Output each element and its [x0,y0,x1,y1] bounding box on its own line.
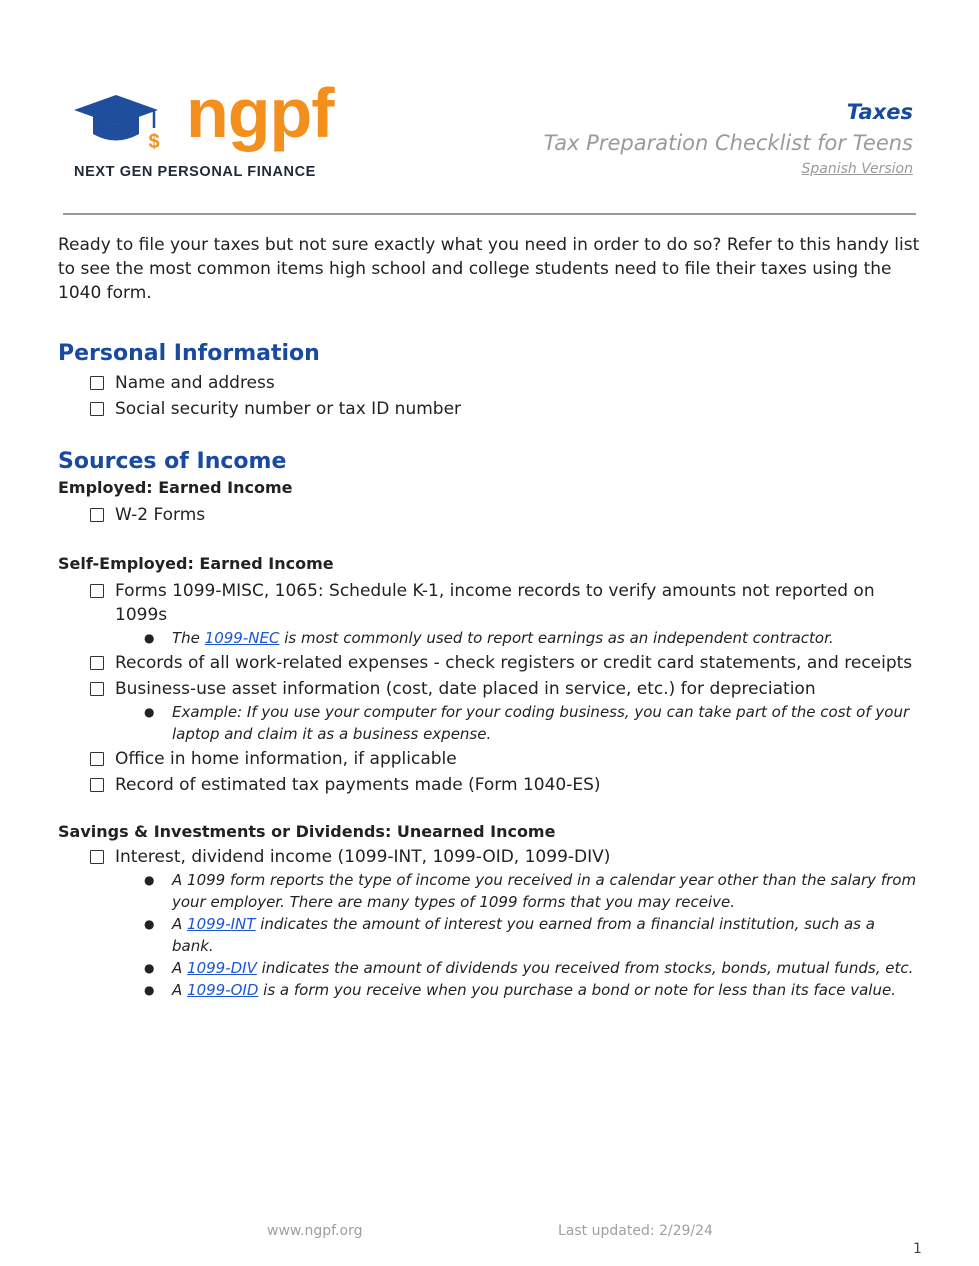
bullet-icon: ● [144,983,155,997]
link-1099-nec[interactable]: 1099-NEC [204,629,280,647]
ngpf-logo [74,74,346,186]
link-1099-int[interactable]: 1099-INT [187,915,256,933]
link-1099-oid[interactable]: 1099-OID [187,981,259,999]
note-item: ● A 1099-INT indicates the amount of interest you earned from a financial institution, such as a bank. [144,915,875,955]
spanish-version-link[interactable]: Spanish Version [801,161,913,177]
note-item: ● The 1099-NEC is most commonly used to report earnings as an independent contractor. [144,629,834,647]
logo-wordmark: ngpf [186,74,334,152]
bullet-icon: ● [144,631,155,645]
subheading-employed: Employed: Earned Income [58,478,293,497]
footer-website: www.ngpf.org [267,1223,363,1239]
checkbox[interactable] [90,402,104,416]
graduation-cap-icon [74,92,184,158]
checklist-item: Name and address [58,371,920,395]
checklist-item: Record of estimated tax payments made (Form 1040-ES) [58,773,920,797]
page-title: Taxes [846,100,913,124]
bullet-icon: ● [144,705,155,719]
svg-text:$: $ [148,131,160,153]
checklist-item: Office in home information, if applicable [58,747,920,771]
note-item: ● A 1099 form reports the type of income you received in a calendar year other than the salary from your employer. There are many types of 1099 forms that you may receive. [144,871,917,911]
footer-last-updated: Last updated: 2/29/24 [558,1223,713,1239]
checklist-item: Business-use asset information (cost, date placed in service, etc.) for depreciation [58,677,920,701]
document-body [58,233,920,1001]
bullet-icon: ● [144,961,155,975]
checklist-item: Records of all work-related expenses - check registers or credit card statements, and receipts [58,651,920,675]
checkbox[interactable] [90,850,104,864]
bullet-icon: ● [144,873,155,887]
checklist-item: Interest, dividend income (1099-INT, 1099-OID, 1099-DIV) [58,845,920,869]
checklist-item: Forms 1099-MISC, 1065: Schedule K-1, income records to verify amounts not reported on 1099s [58,579,920,627]
intro-paragraph: Ready to file your taxes but not sure exactly what you need in order to do so? Refer to this handy list to see the most common items high school and college students need to file their taxes using the 1040 form. [58,235,920,303]
subheading-self-employed: Self-Employed: Earned Income [58,554,334,573]
section-heading-income: Sources of Income [58,449,287,474]
checklist-item: W-2 Forms [58,503,920,527]
subheading-savings: Savings & Investments or Dividends: Unearned Income [58,822,556,841]
note-item: ● A 1099-DIV indicates the amount of dividends you received from stocks, bonds, mutual funds, etc. [144,959,914,977]
note-item: ● A 1099-OID is a form you receive when you purchase a bond or note for less than its face value. [144,981,896,999]
checkbox[interactable] [90,656,104,670]
page-subtitle: Tax Preparation Checklist for Teens [543,131,913,155]
document-header [544,98,913,178]
header-divider [63,213,916,215]
checkbox[interactable] [90,376,104,390]
checkbox[interactable] [90,584,104,598]
link-1099-div[interactable]: 1099-DIV [187,959,257,977]
logo-tagline: NEXT GEN PERSONAL FINANCE [74,164,316,180]
checkbox[interactable] [90,682,104,696]
checkbox[interactable] [90,508,104,522]
page-number: 1 [913,1241,922,1257]
bullet-icon: ● [144,917,155,931]
checklist-item: Social security number or tax ID number [58,397,920,421]
note-item: ● Example: If you use your computer for your coding business, you can take part of the cost of your laptop and claim it as a business expense. [144,703,910,743]
section-heading-personal: Personal Information [58,341,320,366]
checkbox[interactable] [90,752,104,766]
checkbox[interactable] [90,778,104,792]
